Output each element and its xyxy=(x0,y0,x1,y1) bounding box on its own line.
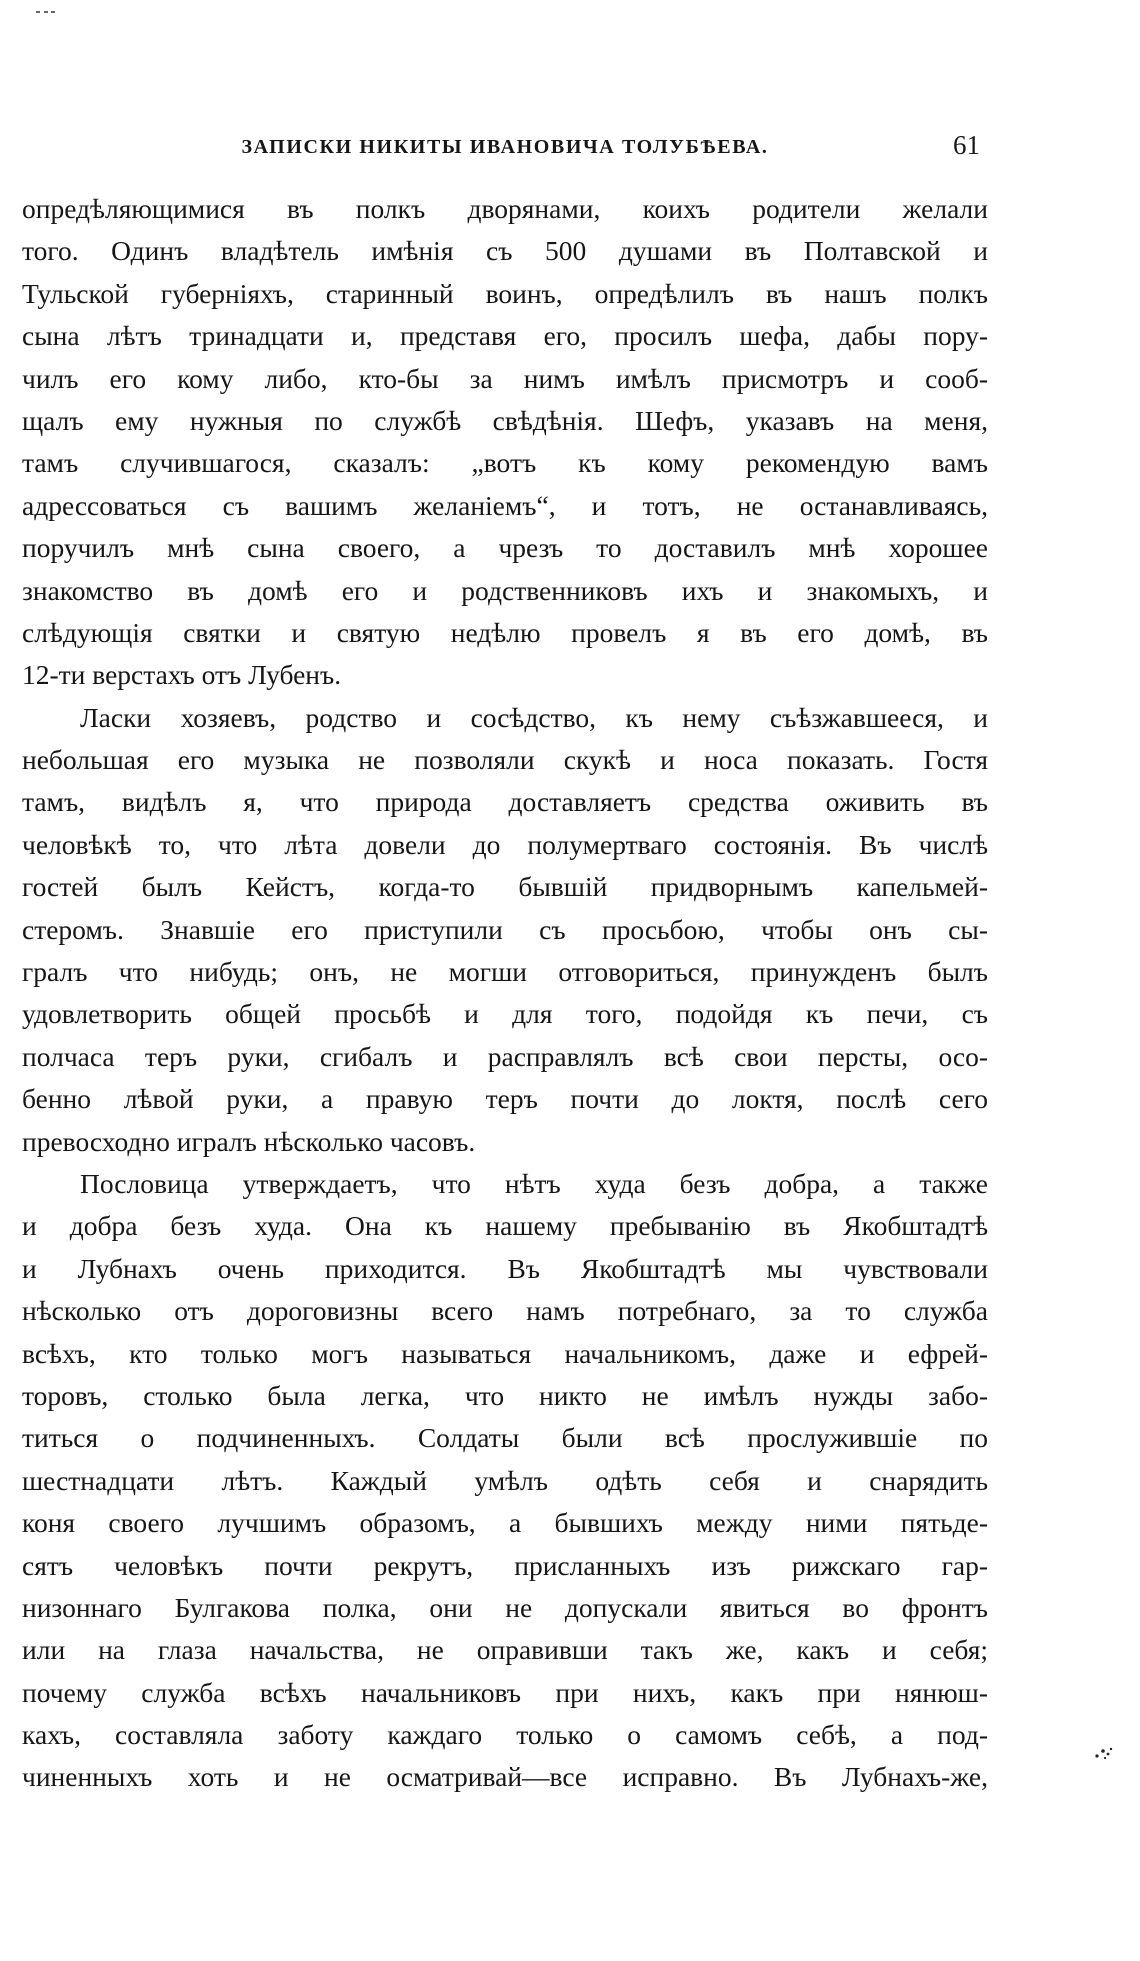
text-line: Тульской губерніяхъ, старинный воинъ, опредѣлилъ въ нашъ полкъ xyxy=(22,277,988,309)
text-line: сына лѣтъ тринадцати и, представя его, просилъ шефа, дабы пору- xyxy=(22,320,988,352)
text-line: превосходно игралъ нѣсколько часовъ. xyxy=(22,1125,476,1157)
text-line: бенно лѣвой руки, а правую теръ почти до локтя, послѣ сего xyxy=(22,1083,988,1115)
text-line: торовъ, столько была легка, что никто не имѣлъ нужды забо- xyxy=(22,1379,988,1411)
text-line: стеромъ. Знавшіе его приступили съ просьбою, чтобы онъ сы- xyxy=(22,913,988,945)
text-line: сятъ человѣкъ почти рекрутъ, присланныхъ изъ рижскаго гар- xyxy=(22,1549,988,1581)
text-line: щалъ ему нужныя по службѣ свѣдѣнія. Шефъ, указавъ на меня, xyxy=(22,404,988,436)
text-line: тамъ случившагося, сказалъ: „вотъ къ кому рекомендую вамъ xyxy=(22,447,988,479)
running-title: ЗАПИСКИ НИКИТЫ ИВАНОВИЧА ТОЛУБѢЕВА. xyxy=(241,136,769,158)
text-line: почему служба всѣхъ начальниковъ при нихъ, какъ при нянюш- xyxy=(22,1676,988,1708)
text-line: чиненныхъ хоть и не осматривай—все исправно. Въ Лубнахъ-же, xyxy=(22,1761,988,1793)
text-line: Ласки хозяевъ, родство и сосѣдство, къ нему съѣзжавшееся, и xyxy=(80,701,988,733)
text-line: титься о подчиненныхъ. Солдаты были всѣ прослужившіе по xyxy=(22,1422,988,1454)
text-line: коня своего лучшимъ образомъ, а бывшихъ между ними пятьде- xyxy=(22,1507,988,1539)
text-line: человѣкѣ то, что лѣта довели до полумертваго состоянія. Въ числѣ xyxy=(22,828,988,860)
text-line: гралъ что нибудь; онъ, не могши отговориться, принужденъ былъ xyxy=(22,956,988,988)
text-line: чилъ его кому либо, кто-бы за нимъ имѣлъ присмотръ и сооб- xyxy=(22,362,988,394)
text-line: того. Одинъ владѣтель имѣнія съ 500 душами въ Полтавской и xyxy=(22,235,988,267)
text-line: адрессоваться съ вашимъ желаніемъ“, и тотъ, не останавливаясь, xyxy=(22,489,988,521)
text-line: и добра безъ худа. Она къ нашему пребыванію въ Якобштадтѣ xyxy=(22,1210,988,1242)
print-mark xyxy=(36,8,56,16)
text-line: тамъ, видѣлъ я, что природа доставляетъ средства оживить въ xyxy=(22,786,988,818)
text-line: опредѣляющимися въ полкъ дворянами, коихъ родители желали xyxy=(22,193,988,224)
text-line: слѣдующія святки и святую недѣлю провелъ я въ его домѣ, въ xyxy=(22,616,988,648)
page-header xyxy=(22,130,988,170)
text-line: или на глаза начальства, не оправивши такъ же, какъ и себя; xyxy=(22,1634,988,1666)
text-line: небольшая его музыка не позволяли скукѣ и носа показать. Гостя xyxy=(22,744,988,776)
body-text xyxy=(22,188,988,1799)
text-line: 12-ти верстахъ отъ Лубенъ. xyxy=(22,659,342,691)
text-line: шестнадцати лѣтъ. Каждый умѣлъ одѣть себя и снарядить xyxy=(22,1464,988,1496)
text-line: Пословица утверждаетъ, что нѣтъ худа безъ добра, а также xyxy=(80,1167,988,1199)
text-line: низоннаго Булгакова полка, они не допускали явиться во фронтъ xyxy=(22,1591,988,1623)
text-line: гостей былъ Кейстъ, когда-то бывшій придворнымъ капельмей- xyxy=(22,871,988,903)
text-line: знакомство въ домѣ его и родственниковъ ихъ и знакомыхъ, и xyxy=(22,574,988,606)
ink-speck xyxy=(1093,1746,1115,1762)
text-line: удовлетворить общей просьбѣ и для того, подойдя къ печи, съ xyxy=(22,998,988,1030)
text-line: поручилъ мнѣ сына своего, а чрезъ то доставилъ мнѣ хорошее xyxy=(22,532,988,564)
text-line: полчаса теръ руки, сгибалъ и расправлялъ всѣ свои персты, осо- xyxy=(22,1040,988,1072)
page-number: 61 xyxy=(953,130,980,160)
text-line: и Лубнахъ очень приходится. Въ Якобштадтѣ мы чувствовали xyxy=(22,1252,988,1284)
text-line: кахъ, составляла заботу каждаго только о самомъ себѣ, а под- xyxy=(22,1719,988,1751)
text-line: всѣхъ, кто только могъ называться начальникомъ, даже и ефрей- xyxy=(22,1337,988,1369)
text-line: нѣсколько отъ дороговизны всего намъ потребнаго, за то служба xyxy=(22,1295,988,1327)
